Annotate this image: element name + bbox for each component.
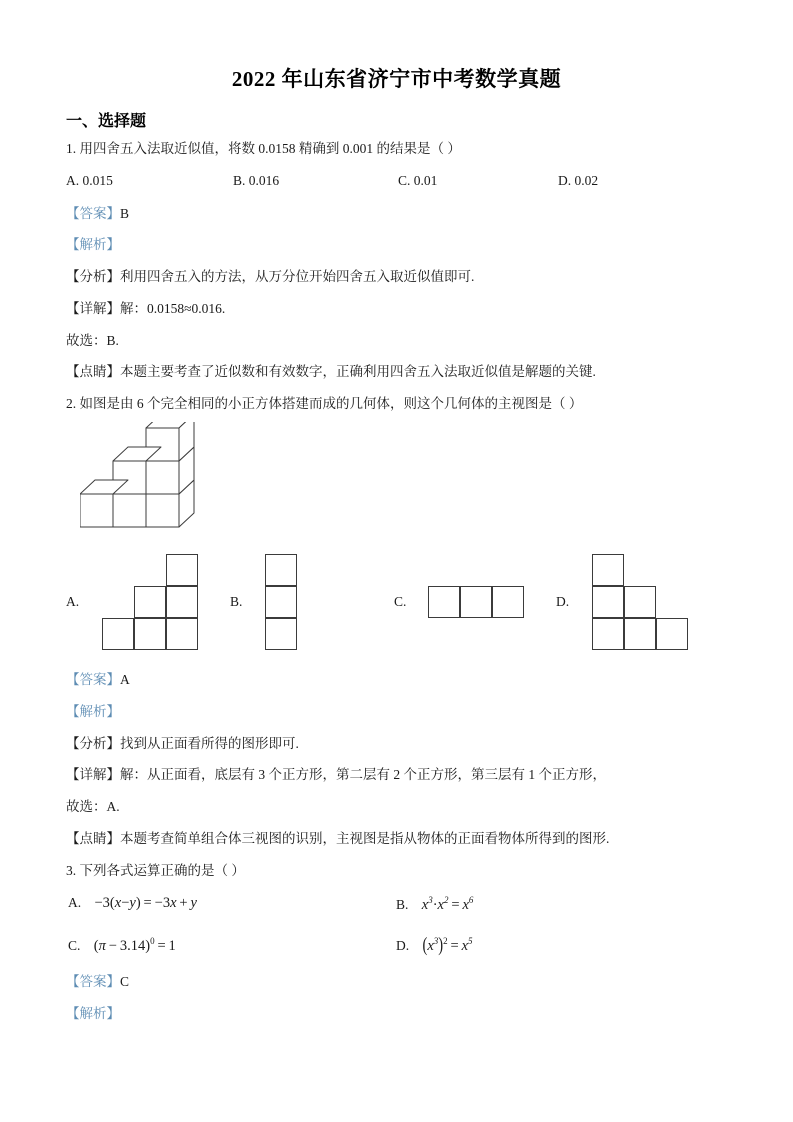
grid-cell: [656, 618, 688, 650]
question-1-analysis-line: [66, 268, 474, 285]
grid-cell: [166, 618, 198, 650]
line-text: 解：0.0158≈0.016.: [120, 301, 226, 316]
answer-label: 【答案】: [66, 974, 120, 989]
choice-c-expression: $(\pi - 3.14)^0 = 1$: [93, 936, 176, 954]
choice-label: D.: [396, 937, 410, 953]
grid-cell: [592, 618, 624, 650]
question-1-choice-d[interactable]: D. 0.02: [558, 173, 599, 188]
question-2-choice-c-figure[interactable]: [428, 586, 524, 618]
question-1-answer: [66, 205, 129, 222]
page-title: 2022 年山东省济宁市中考数学真题: [231, 67, 562, 91]
grid-cell: [624, 586, 656, 618]
question-1-stem: 1. 用四舍五入法取近似值，将数 0.0158 精确到 0.001 的结果是（ ）: [66, 141, 461, 156]
line-text: 解：从正面看，底层有 3 个正方形，第二层有 2 个正方形，第三层有 1 个正方形，: [120, 767, 606, 782]
question-1-choice-c[interactable]: C. 0.01: [398, 173, 438, 188]
question-2-choice-d-label[interactable]: D.: [556, 594, 570, 609]
grid-cell: [265, 586, 297, 618]
grid-cell: [265, 618, 297, 650]
grid-cell: [166, 586, 198, 618]
grid-cell: [134, 618, 166, 650]
staircase-solid-svg: [80, 422, 210, 534]
question-2-choose-line: [66, 798, 120, 815]
line-text: 故选：B.: [66, 333, 119, 348]
question-2-stem: 2. 如图是由 6 个完全相同的小正方体搭建而成的几何体，则这个几何体的主视图是（ ）: [66, 396, 583, 411]
question-3-choice-c[interactable]: [68, 936, 176, 955]
question-2-detail-line: [66, 766, 606, 783]
question-1-choice-b[interactable]: B. 0.016: [233, 173, 280, 188]
line-text: 找到从正面看所得的图形即可.: [120, 736, 299, 751]
line-tag: 【点睛】: [66, 831, 120, 846]
question-3-stem: 3. 下列各式运算正确的是（ ）: [66, 863, 245, 878]
question-3-answer: [66, 973, 129, 990]
grid-cell: [134, 586, 166, 618]
question-2-choice-b-figure[interactable]: [265, 554, 297, 650]
line-text: 故选：A.: [66, 799, 120, 814]
grid-cell: [428, 586, 460, 618]
line-text: 利用四舍五入的方法，从万分位开始四舍五入取近似值即可.: [120, 269, 475, 284]
line-tag: 【详解】: [66, 301, 120, 316]
question-3-choice-b[interactable]: [396, 895, 473, 914]
question-3-choice-a[interactable]: [68, 895, 197, 912]
grid-cell: [102, 618, 134, 650]
grid-cell: [592, 554, 624, 586]
question-2-answer: [66, 671, 130, 688]
question-1-analysis-label: 【解析】: [66, 237, 120, 252]
question-2-choice-a-label[interactable]: A.: [66, 594, 80, 609]
grid-cell: [460, 586, 492, 618]
question-2-choice-c-label[interactable]: C.: [394, 594, 407, 609]
question-2-choice-b-label[interactable]: B.: [230, 594, 243, 609]
answer-value: C: [120, 974, 130, 989]
choice-label: B.: [396, 896, 409, 912]
choice-label: A.: [68, 895, 82, 910]
answer-label: 【答案】: [66, 206, 120, 221]
grid-cell: [265, 554, 297, 586]
choice-d-expression: $(x^3)^2 = x^5$: [422, 934, 473, 957]
answer-label: 【答案】: [66, 672, 120, 687]
grid-cell: [624, 618, 656, 650]
line-text: 本题主要考查了近似数和有效数字，正确利用四舍五入法取近似值是解题的关键.: [120, 364, 596, 379]
line-tag: 【分析】: [66, 269, 120, 284]
section-heading-choice: 一、选择题: [66, 113, 147, 130]
question-2-summary-line: [66, 830, 609, 847]
question-2-choice-d-figure[interactable]: [592, 554, 688, 650]
choice-a-expression: −3(x−y) = −3x + y: [94, 895, 197, 911]
line-tag: 【点睛】: [66, 364, 120, 379]
question-3-choice-d[interactable]: [396, 936, 473, 955]
staircase-solid-figure: [80, 422, 210, 534]
line-tag: 【分析】: [66, 736, 120, 751]
question-1-summary-line: [66, 363, 596, 380]
answer-value: B: [120, 206, 130, 221]
question-2-choice-a-figure[interactable]: [102, 554, 198, 650]
answer-value: A: [120, 672, 130, 687]
grid-cell: [592, 586, 624, 618]
grid-cell: [166, 554, 198, 586]
question-1-choose-line: [66, 332, 119, 349]
question-1-detail-line: [66, 300, 225, 317]
grid-cell: [492, 586, 524, 618]
choice-b-expression: $x^3\cdot x^2 = x^6$: [421, 895, 474, 913]
question-3-analysis-label: 【解析】: [66, 1006, 120, 1021]
question-2-analysis-line: [66, 735, 299, 752]
question-2-analysis-label: 【解析】: [66, 704, 120, 719]
question-1-choice-a[interactable]: A. 0.015: [66, 173, 113, 188]
line-text: 本题考查简单组合体三视图的识别，主视图是指从物体的正面看物体所得到的图形.: [120, 831, 610, 846]
choice-label: C.: [68, 937, 81, 953]
line-tag: 【详解】: [66, 767, 120, 782]
